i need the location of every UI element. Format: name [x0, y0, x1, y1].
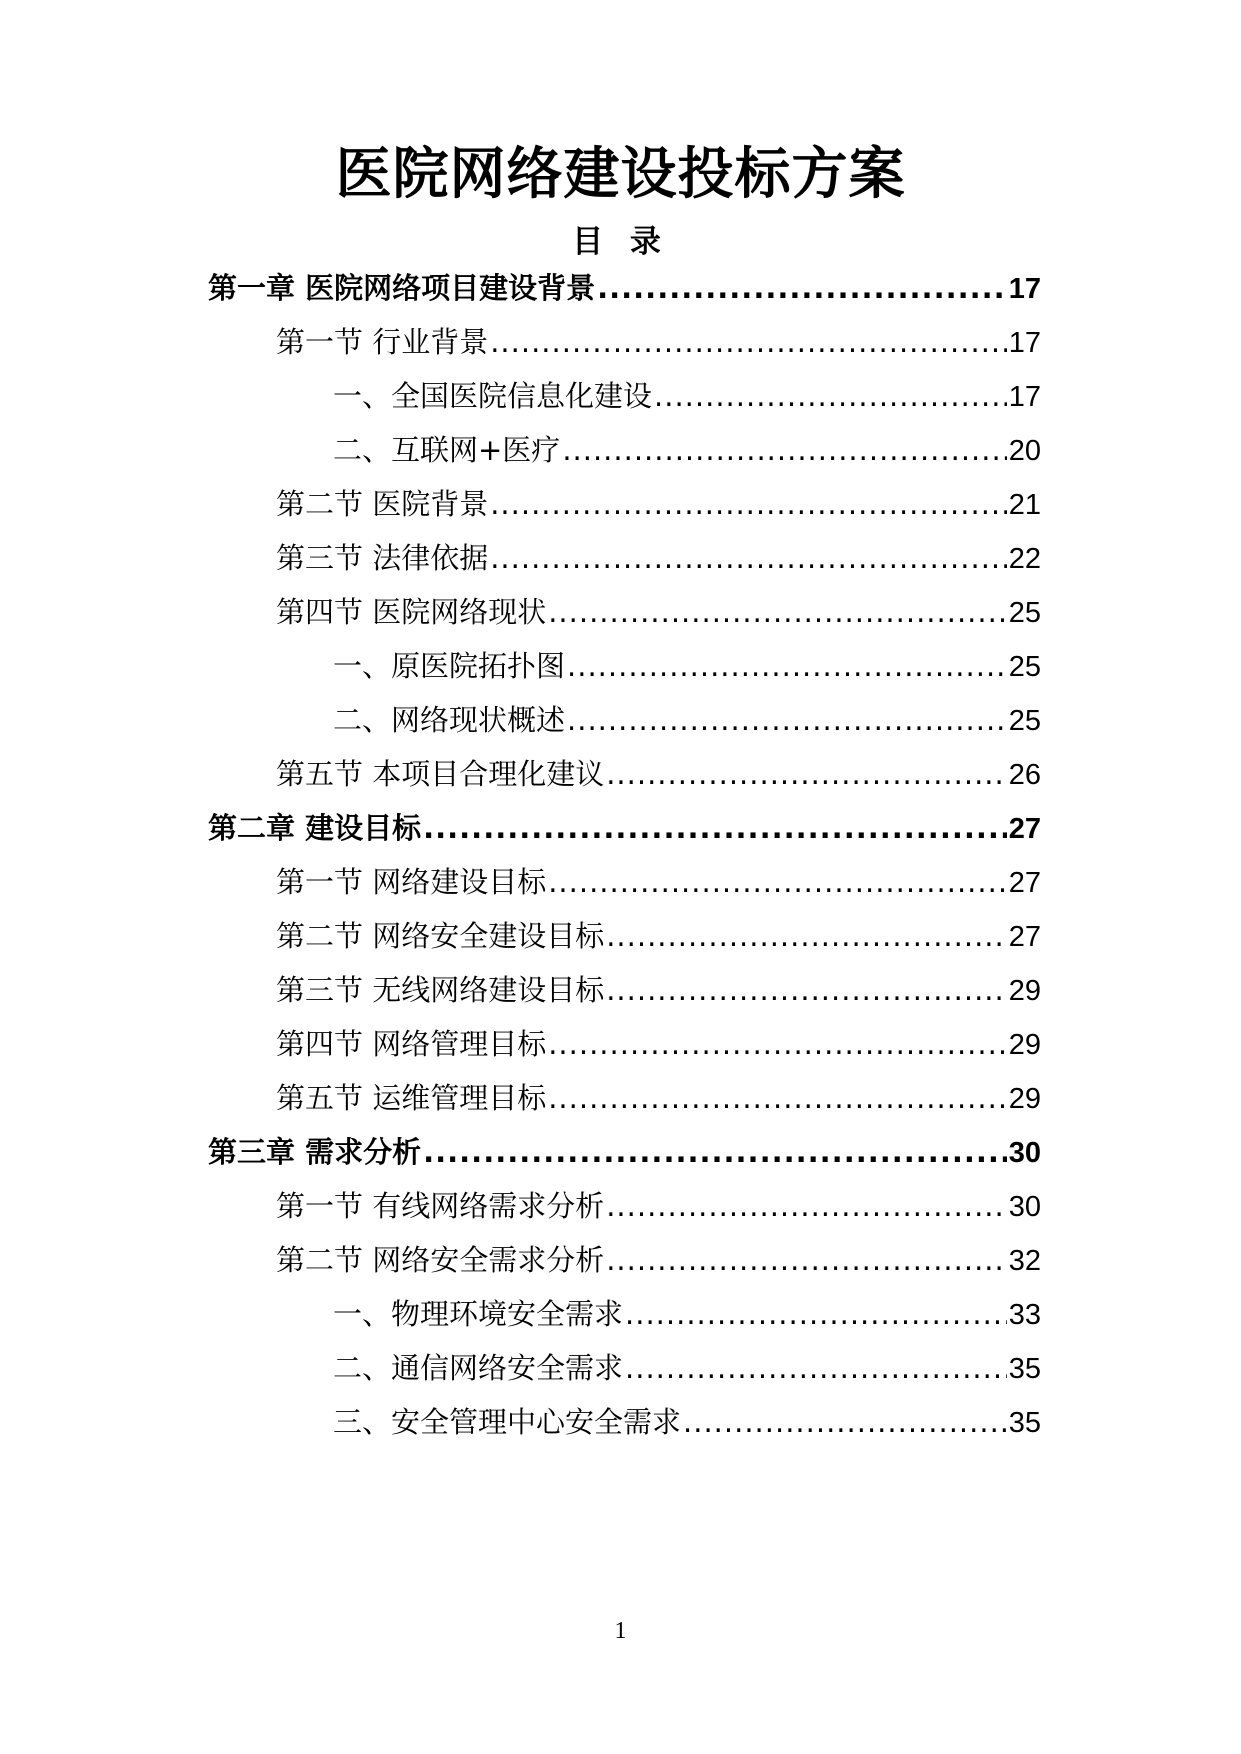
toc-dot-leader: [654, 373, 1007, 419]
toc-entry-title: 二、互联网+医疗: [333, 433, 561, 467]
toc-entry-title: 第五节 本项目合理化建议: [276, 757, 605, 791]
page-number: 1: [614, 1618, 627, 1644]
toc-entry-section[interactable]: [276, 913, 1041, 959]
toc-dot-leader: [683, 1399, 1007, 1445]
toc-entry-title: 一、全国医院信息化建设: [333, 379, 653, 413]
toc-heading: 目 录: [572, 224, 669, 260]
toc-entry-subsection[interactable]: [333, 427, 1041, 473]
toc-dot-leader: [423, 805, 1007, 851]
toc-entry-subsection[interactable]: [333, 1291, 1041, 1337]
toc-entry-page: 17: [1008, 381, 1041, 413]
toc-entry-subsection[interactable]: [333, 643, 1041, 689]
toc-entry-page: 27: [1008, 921, 1041, 953]
toc-entry-subsection[interactable]: [333, 1345, 1041, 1391]
toc-entry-page: 32: [1008, 1245, 1041, 1277]
document-title: 医院网络建设投标方案: [335, 142, 906, 207]
toc-entry-section[interactable]: [276, 481, 1041, 527]
toc-entry-page: 27: [1008, 867, 1041, 899]
toc-entry-title: 第二节 医院背景: [276, 487, 489, 521]
toc-entry-title: 二、网络现状概述: [333, 703, 566, 737]
toc-dot-leader: [597, 265, 1007, 311]
toc-entry-page: 25: [1008, 597, 1041, 629]
toc-entry-page: 30: [1008, 1137, 1041, 1169]
toc-dot-leader: [606, 967, 1007, 1013]
toc-entry-section[interactable]: [276, 1237, 1041, 1283]
toc-entry-page: 26: [1008, 759, 1041, 791]
toc-dot-leader: [490, 535, 1007, 581]
toc-entry-title: 第五节 运维管理目标: [276, 1081, 547, 1115]
toc-entry-section[interactable]: [276, 859, 1041, 905]
toc-entry-page: 27: [1008, 813, 1041, 845]
toc-entry-section[interactable]: [276, 1021, 1041, 1067]
toc-entry-title: 第四节 网络管理目标: [276, 1027, 547, 1061]
toc-dot-leader: [548, 1075, 1007, 1121]
toc-entry-title: 一、原医院拓扑图: [333, 649, 566, 683]
toc-entry-chapter[interactable]: [208, 265, 1041, 311]
toc-entry-section[interactable]: [276, 319, 1041, 365]
toc-entry-title: 第三节 无线网络建设目标: [276, 973, 605, 1007]
toc-entry-page: 17: [1008, 327, 1041, 359]
toc-entry-title: 第三章 需求分析: [208, 1135, 422, 1169]
toc-entry-page: 25: [1008, 651, 1041, 683]
toc-entry-title: 第一节 网络建设目标: [276, 865, 547, 899]
toc-dot-leader: [606, 1183, 1007, 1229]
toc-entry-page: 30: [1008, 1191, 1041, 1223]
toc-entry-page: 22: [1008, 543, 1041, 575]
toc-entry-title: 一、物理环境安全需求: [333, 1297, 624, 1331]
toc-entry-title: 第一节 有线网络需求分析: [276, 1189, 605, 1223]
toc-entry-subsection[interactable]: [333, 1399, 1041, 1445]
toc-entry-section[interactable]: [276, 535, 1041, 581]
toc-entry-page: 29: [1008, 975, 1041, 1007]
toc-entry-title: 第一节 行业背景: [276, 325, 489, 359]
toc-entry-section[interactable]: [276, 1075, 1041, 1121]
toc-dot-leader: [606, 913, 1007, 959]
toc-entry-page: 35: [1008, 1407, 1041, 1439]
toc-dot-leader: [548, 859, 1007, 905]
toc-entry-chapter[interactable]: [208, 1129, 1041, 1175]
toc-entry-page: 35: [1008, 1353, 1041, 1385]
toc-dot-leader: [567, 643, 1007, 689]
toc-entry-title: 三、安全管理中心安全需求: [333, 1405, 682, 1439]
toc-entry-title: 第二节 网络安全需求分析: [276, 1243, 605, 1277]
toc-entry-title: 二、通信网络安全需求: [333, 1351, 624, 1385]
toc-entry-page: 25: [1008, 705, 1041, 737]
toc-dot-leader: [606, 1237, 1007, 1283]
toc-entry-subsection[interactable]: [333, 697, 1041, 743]
toc-entry-section[interactable]: [276, 1183, 1041, 1229]
toc-entry-title: 第二节 网络安全建设目标: [276, 919, 605, 953]
toc-dot-leader: [625, 1345, 1007, 1391]
toc-entry-page: 29: [1008, 1083, 1041, 1115]
toc-entry-subsection[interactable]: [333, 373, 1041, 419]
toc-dot-leader: [490, 481, 1007, 527]
toc-entry-section[interactable]: [276, 967, 1041, 1013]
toc-entry-chapter[interactable]: [208, 805, 1041, 851]
toc-entry-page: 20: [1008, 435, 1041, 467]
toc-dot-leader: [567, 697, 1007, 743]
toc-dot-leader: [548, 589, 1007, 635]
toc-dot-leader: [423, 1129, 1007, 1175]
toc-dot-leader: [606, 751, 1007, 797]
toc-entry-title: 第一章 医院网络项目建设背景: [208, 271, 596, 305]
toc-dot-leader: [548, 1021, 1007, 1067]
toc-dot-leader: [625, 1291, 1007, 1337]
toc-entry-section[interactable]: [276, 751, 1041, 797]
toc-entry-title: 第四节 医院网络现状: [276, 595, 547, 629]
toc-entry-page: 21: [1008, 489, 1041, 521]
toc-dot-leader: [562, 427, 1006, 473]
toc-entry-page: 33: [1008, 1299, 1041, 1331]
toc-entry-title: 第三节 法律依据: [276, 541, 489, 575]
toc-entry-section[interactable]: [276, 589, 1041, 635]
toc-entry-title: 第二章 建设目标: [208, 811, 422, 845]
toc-entry-page: 17: [1008, 273, 1041, 305]
toc-dot-leader: [490, 319, 1007, 365]
toc-entry-page: 29: [1008, 1029, 1041, 1061]
